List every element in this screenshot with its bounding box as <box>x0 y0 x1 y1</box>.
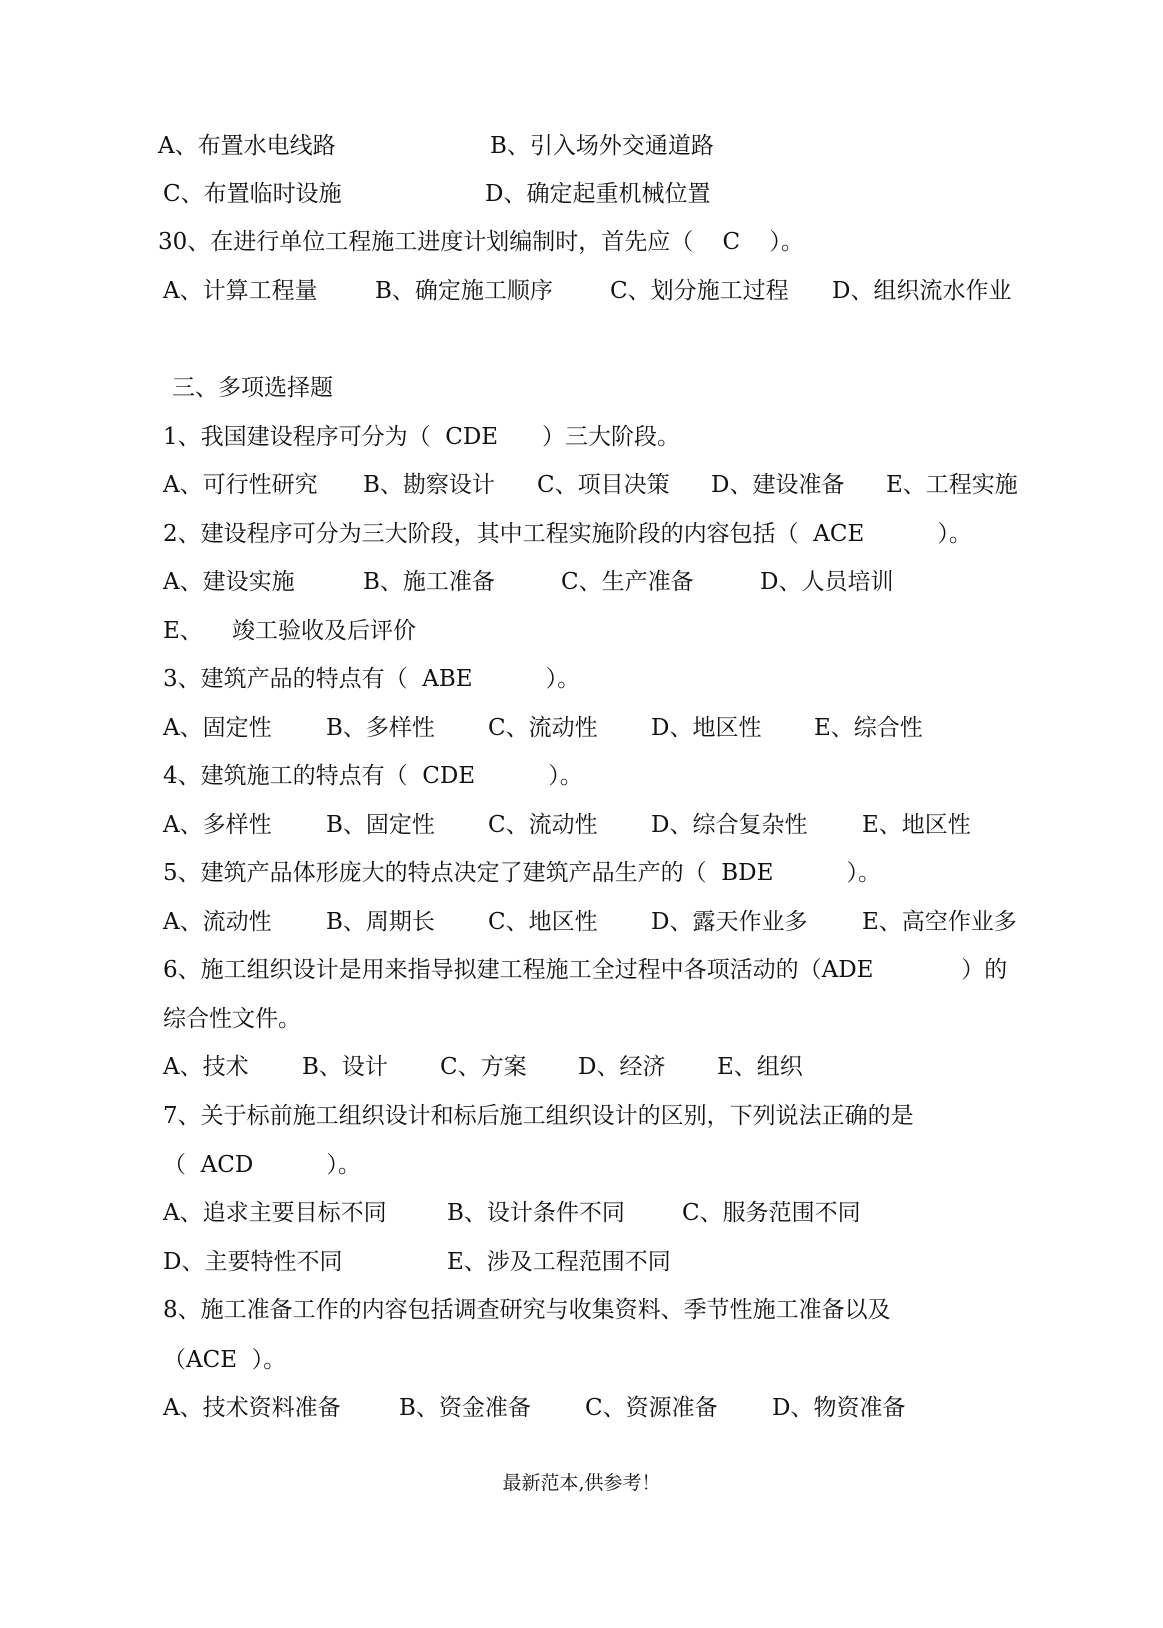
q8-stem-row-2 <box>0 1340 287 1380</box>
q1-option-a: A、可行性研究 <box>163 472 318 498</box>
q1-option-d: D、建设准备 <box>711 472 845 498</box>
q6-stem-row-2 <box>0 999 301 1039</box>
q7-option-c: C、服务范围不同 <box>682 1200 861 1226</box>
q8-option-a: A、技术资料准备 <box>163 1395 341 1421</box>
section-title-row <box>0 368 333 408</box>
q6-option-b: B、设计 <box>302 1054 388 1080</box>
q29-option-d: D、确定起重机械位置 <box>485 181 711 207</box>
q8-stem-continued: （ACE ）。 <box>163 1347 287 1373</box>
q3-option-d: D、地区性 <box>651 715 762 741</box>
q4-stem-row <box>0 756 583 796</box>
q8-option-b: B、资金准备 <box>399 1395 531 1421</box>
q2-option-d: D、人员培训 <box>760 569 894 595</box>
q30-option-b: B、确定施工顺序 <box>375 278 553 304</box>
q30-option-a: A、计算工程量 <box>163 278 318 304</box>
q2-options-row <box>0 562 894 602</box>
q1-option-c: C、项目决策 <box>537 472 670 498</box>
q1-stem: 1、我国建设程序可分为（ CDE ）三大阶段。 <box>163 424 680 450</box>
q29-option-a: A、布置水电线路 <box>158 133 336 159</box>
q1-options-row <box>0 465 1018 505</box>
q3-options-row <box>0 708 923 748</box>
q4-option-b: B、固定性 <box>326 812 435 838</box>
q7-stem-continued: （ ACD ）。 <box>163 1152 361 1178</box>
q2-option-e: E、 竣工验收及后评价 <box>163 618 417 644</box>
q3-stem: 3、建筑产品的特点有（ ABE ）。 <box>163 666 581 692</box>
q30-stem: 30、在进行单位工程施工进度计划编制时，首先应（ C ）。 <box>158 229 804 255</box>
q4-options-row <box>0 805 971 845</box>
q5-options-row <box>0 902 1017 942</box>
q30-option-c: C、划分施工过程 <box>610 278 789 304</box>
q7-stem-row <box>0 1096 914 1136</box>
q5-stem-row <box>0 853 881 893</box>
q29-options-row-1 <box>0 126 714 166</box>
q30-stem-row <box>0 222 804 262</box>
section-title: 三、多项选择题 <box>172 375 333 401</box>
q5-option-b: B、周期长 <box>326 909 435 935</box>
q30-options-row <box>0 271 1012 311</box>
q3-option-b: B、多样性 <box>326 715 435 741</box>
q7-option-b: B、设计条件不同 <box>447 1200 625 1226</box>
q6-option-d: D、经济 <box>578 1054 666 1080</box>
q4-option-e: E、地区性 <box>862 812 971 838</box>
q8-stem-row <box>0 1290 891 1330</box>
q6-stem-row <box>0 950 1008 990</box>
q7-option-a: A、追求主要目标不同 <box>163 1200 387 1226</box>
q6-options-row <box>0 1047 803 1087</box>
q8-option-c: C、资源准备 <box>585 1395 718 1421</box>
q3-option-c: C、流动性 <box>488 715 598 741</box>
q6-option-e: E、组织 <box>717 1054 803 1080</box>
q7-options-row-2 <box>0 1242 671 1282</box>
q2-stem-row <box>0 514 972 554</box>
q29-options-row-2 <box>0 174 711 214</box>
q6-stem: 6、施工组织设计是用来指导拟建工程施工全过程中各项活动的（ADE ）的 <box>163 957 1008 983</box>
q7-option-d: D、主要特性不同 <box>163 1249 343 1275</box>
page-footer: 最新范本,供参考！ <box>502 1472 661 1494</box>
q8-option-d: D、物资准备 <box>772 1395 906 1421</box>
q7-stem: 7、关于标前施工组织设计和标后施工组织设计的区别，下列说法正确的是 <box>163 1103 914 1129</box>
q3-option-e: E、综合性 <box>814 715 923 741</box>
q1-stem-row <box>0 417 680 457</box>
q1-option-e: E、工程实施 <box>886 472 1018 498</box>
q8-stem: 8、施工准备工作的内容包括调查研究与收集资料、季节性施工准备以及 <box>163 1297 891 1323</box>
q5-option-a: A、流动性 <box>163 909 272 935</box>
q7-options-row <box>0 1193 861 1233</box>
q2-options-row-2 <box>0 611 417 651</box>
q6-option-c: C、方案 <box>440 1054 527 1080</box>
q8-options-row <box>0 1388 906 1428</box>
q5-option-e: E、高空作业多 <box>862 909 1017 935</box>
q4-option-a: A、多样性 <box>163 812 272 838</box>
q5-stem: 5、建筑产品体形庞大的特点决定了建筑产品生产的（ BDE ）。 <box>163 860 881 886</box>
q29-option-b: B、引入场外交通道路 <box>490 133 714 159</box>
q4-option-c: C、流动性 <box>488 812 598 838</box>
q7-option-e: E、涉及工程范围不同 <box>447 1249 671 1275</box>
q3-option-a: A、固定性 <box>163 715 272 741</box>
q6-stem-continued: 综合性文件。 <box>163 1006 301 1032</box>
q6-option-a: A、技术 <box>163 1054 249 1080</box>
q3-stem-row <box>0 659 581 699</box>
q5-option-d: D、露天作业多 <box>651 909 808 935</box>
q2-stem: 2、建设程序可分为三大阶段，其中工程实施阶段的内容包括（ ACE ）。 <box>163 521 972 547</box>
q29-option-c: C、布置临时设施 <box>163 181 342 207</box>
q4-stem: 4、建筑施工的特点有（ CDE ）。 <box>163 763 583 789</box>
q4-option-d: D、综合复杂性 <box>651 812 808 838</box>
q2-option-a: A、建设实施 <box>163 569 295 595</box>
q30-option-d: D、组织流水作业 <box>832 278 1012 304</box>
q2-option-b: B、施工准备 <box>363 569 495 595</box>
q7-stem-row-2 <box>0 1145 361 1185</box>
q2-option-c: C、生产准备 <box>561 569 694 595</box>
q1-option-b: B、勘察设计 <box>363 472 495 498</box>
q5-option-c: C、地区性 <box>488 909 598 935</box>
